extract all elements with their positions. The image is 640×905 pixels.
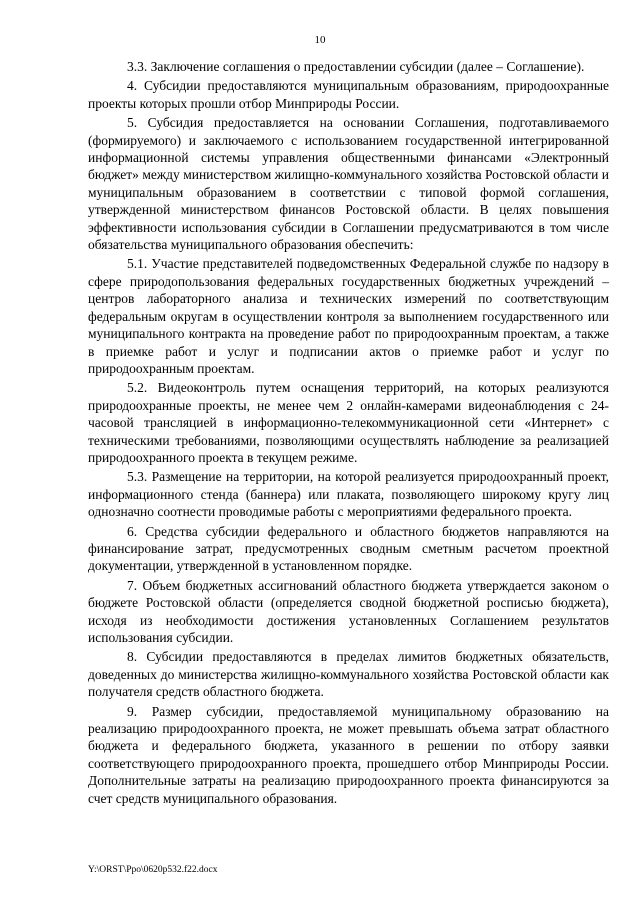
paragraph-8: 8. Субсидии предоставляются в пределах лимитов бюджетных обязательств, доведенных до министерства жилищно-коммунального хозяйства Ростовской области как получателя средств областного бюджета.	[88, 649, 609, 700]
page-number: 10	[314, 34, 326, 46]
paragraph-5-2: 5.2. Видеоконтроль путем оснащения территорий, на которых реализуются природоохранные проекты, не менее чем 2 онлайн-камерами видеонаблюдения с 24-часовой трансляцией в информационно-телекоммуникационной сети «Интернет» с техническими требованиями, позволяющими осуществлять наблюдение за реализацией природоохранного проекта в текущем режиме.	[88, 380, 609, 465]
document-body	[88, 58, 609, 809]
paragraph-7: 7. Объем бюджетных ассигнований областного бюджета утверждается законом о бюджете Ростовской области (определяется сводной бюджетной росписью бюджета), исходя из необходимости достижения установленных Соглашением результатов использования субсидии.	[88, 577, 609, 645]
footer-file-path: Y:\ORST\Ppo\0620p532.f22.docx	[88, 865, 218, 875]
paragraph-5-3: 5.3. Размещение на территории, на которой реализуется природоохранный проект, информационного стенда (баннера) или плаката, позволяющего широкому кругу лиц однозначно соотнести проводимые работы с мероприятиями федерального проекта.	[88, 469, 609, 520]
paragraph-5: 5. Субсидия предоставляется на основании Соглашения, подготавливаемого (формируемого) и заключаемого с использованием государственной интегрированной информационной системы управления общественными финансами «Электронный бюджет» между министерством жилищно-коммунального хозяйства Ростовской области и муниципальным образованием в соответствии с типовой формой соглашения, утвержденной министерством финансов Ростовской области. В целях повышения эффективности использования субсидии в Соглашении предусматриваются в том числе обязательства муниципального образования обеспечить:	[88, 115, 609, 253]
paragraph-3-3: 3.3. Заключение соглашения о предоставлении субсидии (далее – Соглашение).	[127, 59, 585, 74]
paragraph-4: 4. Субсидии предоставляются муниципальным образованиям, природоохранные проекты которых прошли отбор Минприроды России.	[88, 78, 609, 111]
paragraph-5-1: 5.1. Участие представителей подведомственных Федеральной службе по надзору в сфере природопользования федеральных государственных бюджетных учреждений – центров лабораторного анализа и технических измерений по соответствующим федеральным округам в осуществлении контроля за выполнением государственного или муниципального контракта на проведение работ по природоохранным проектам, а также в приемке работ и услуг и подписании актов о приемке работ и услуг по природоохранным проектам.	[88, 256, 609, 376]
paragraph-9: 9. Размер субсидии, предоставляемой муниципальному образованию на реализацию природоохранного проекта, не может превышать объема затрат областного бюджета и федерального бюджета, указанного в решении по отбору заявки соответствующего природоохранного проекта, прошедшего отбор Минприроды России. Дополнительные затраты на реализацию природоохранного проекта финансируются за счет средств муниципального образования.	[88, 703, 609, 806]
paragraph-6: 6. Средства субсидии федерального и областного бюджетов направляются на финансирование затрат, предусмотренных сводным сметным расчетом проектной документации, утвержденной в установленном порядке.	[88, 523, 609, 574]
